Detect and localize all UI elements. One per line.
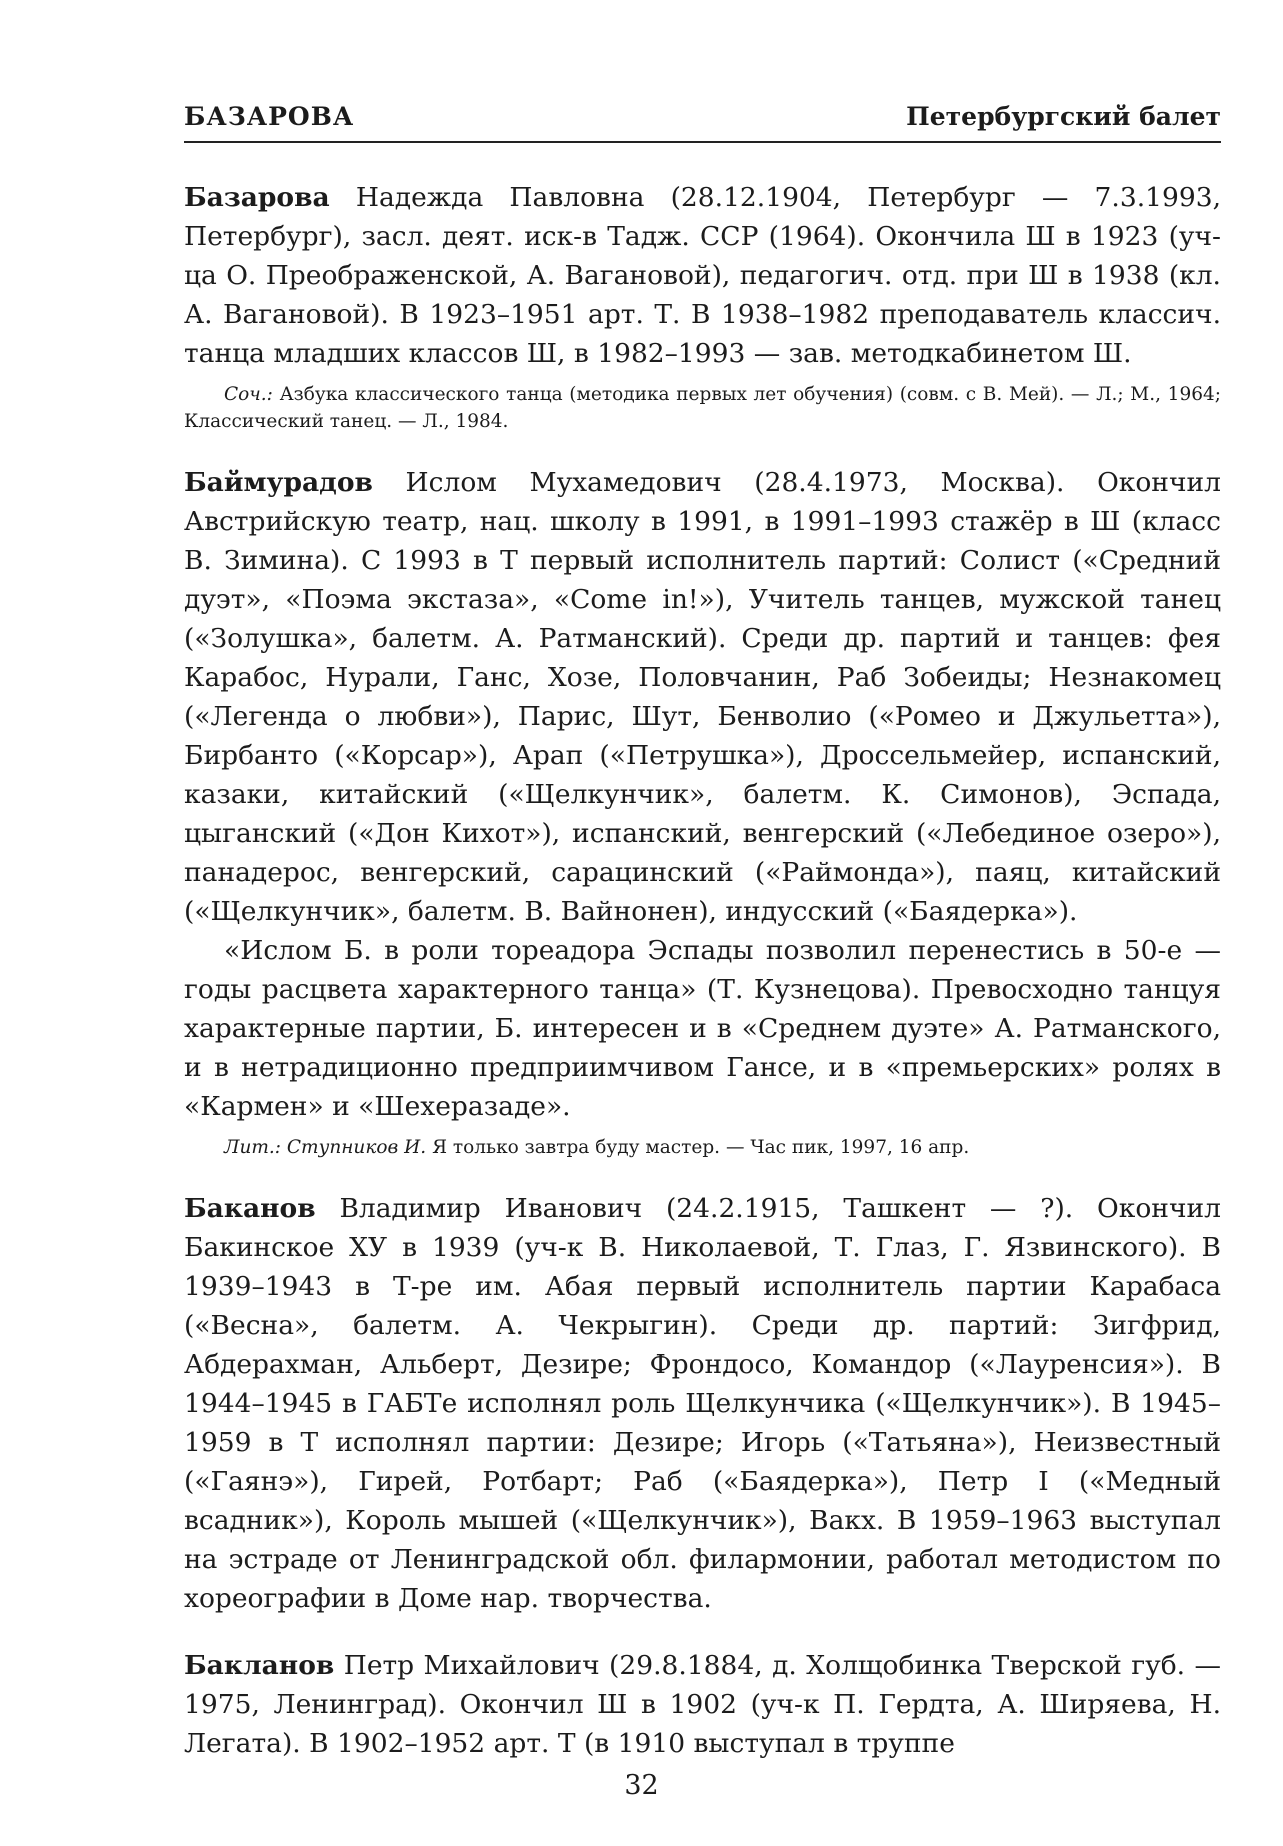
- entry-note: [184, 1134, 1221, 1161]
- entry-name: Базарова: [184, 182, 330, 213]
- header-entry-name: БАЗАРОВА: [184, 102, 355, 131]
- entry-text: Владимир Иванович (24.2.1915, Ташкент — ?). Окончил Бакинское ХУ в 1939 (уч-к В. Николаевой, Т. Глаз, Г. Язвинского). В 1939–1943 в Т-ре им. Абая первый исполнитель партии Карабаса («Весна», балетм. А. Чекрыгин). Среди др. партий: Зигфрид, Абдерахман, Альберт, Дезире; Фрондосо, Командор («Лауренсия»). В 1944–1945 в ГАБТе исполнял роль Щелкунчика («Щелкунчик»). В 1945–1959 в Т исполнял партии: Дезире; Игорь («Татьяна»), Неизвестный («Гаянэ»), Гирей, Ротбарт; Раб («Баядерка»), Петр I («Медный всадник»), Король мышей («Щелкунчик»), Вакх. В 1959–1963 выступал на эстраде от Ленинградской обл. филармонии, работал методистом по хореографии в Доме нар. творчества.: [184, 1193, 1221, 1614]
- note-tag: Лит.: Ступников И.: [224, 1137, 427, 1158]
- entry-body: [184, 1189, 1221, 1618]
- note-tag: Соч.:: [224, 384, 273, 405]
- entry-body: [184, 463, 1221, 931]
- entry-body: [184, 178, 1221, 373]
- entry-bazarova: [184, 178, 1221, 435]
- entry-baklanov: [184, 1646, 1221, 1763]
- running-header: [184, 102, 1221, 143]
- entry-bakanov: [184, 1189, 1221, 1618]
- entry-body: [184, 1646, 1221, 1763]
- entry-baimuradov: [184, 463, 1221, 1161]
- entry-name: Баймурадов: [184, 467, 373, 498]
- entry-text: Ислом Мухамедович (28.4.1973, Москва). Окончил Австрийскую театр, нац. школу в 1991, в 1991–1993 стажёр в Ш (класс В. Зимина). С 1993 в Т первый исполнитель партий: Солист («Средний дуэт», «Поэма экстаза», «Come in!»), Учитель танцев, мужской танец («Золушка», балетм. А. Ратманский). Среди др. партий и танцев: фея Карабос, Нурали, Ганс, Хозе, Половчанин, Раб Зобеиды; Незнакомец («Легенда о любви»), Парис, Шут, Бенволио («Ромео и Джульетта»), Бирбанто («Корсар»), Арап («Петрушка»), Дроссельмейер, испанский, казаки, китайский («Щелкунчик», балетм. К. Симонов), Эспада, цыганский («Дон Кихот»), испанский, венгерский («Лебединое озеро»), панадерос, венгерский, сарацинский («Раймонда»), паяц, китайский («Щелкунчик», балетм. В. Вайнонен), индусский («Баядерка»).: [184, 467, 1221, 927]
- entry-name: Баканов: [184, 1193, 316, 1224]
- entry-text: Петр Михайлович (29.8.1884, д. Холщобинка Тверской губ. — 1975, Ленинград). Окончил Ш в 1902 (уч-к П. Гердта, А. Ширяева, Н. Легата). В 1902–1952 арт. Т (в 1910 выступал в труппе: [184, 1650, 1221, 1759]
- page-number: 32: [624, 1770, 659, 1801]
- entry-paragraph: «Ислом Б. в роли тореадора Эспады позволил перенестись в 50-е — годы расцвета характерного танца» (Т. Кузнецова). Превосходно танцуя характерные партии, Б. интересен и в «Среднем дуэте» А. Ратманского, и в нетрадиционно предприимчивом Гансе, и в «премьерских» ролях в «Кармен» и «Шехеразаде».: [184, 935, 1221, 1122]
- entry-note: [184, 381, 1221, 435]
- entry-name: Бакланов: [184, 1650, 335, 1681]
- note-text: Я только завтра буду мастер. — Час пик, 1997, 16 апр.: [432, 1137, 970, 1158]
- entries-column: [184, 178, 1221, 1791]
- header-book-title: Петербургский балет: [906, 102, 1221, 131]
- note-text: Азбука классического танца (методика первых лет обучения) (совм. с В. Мей). — Л.; М., 1964; Классический танец. — Л., 1984.: [184, 384, 1221, 432]
- entry-text: Надежда Павловна (28.12.1904, Петербург — 7.3.1993, Петербург), засл. деят. иск-в Тадж. ССР (1964). Окончила Ш в 1923 (уч-ца О. Преображенской, А. Вагановой), педагогич. отд. при Ш в 1938 (кл. А. Вагановой). В 1923–1951 арт. Т. В 1938–1982 преподаватель классич. танца младших классов Ш, в 1982–1993 — зав. методкабинетом Ш.: [184, 182, 1221, 369]
